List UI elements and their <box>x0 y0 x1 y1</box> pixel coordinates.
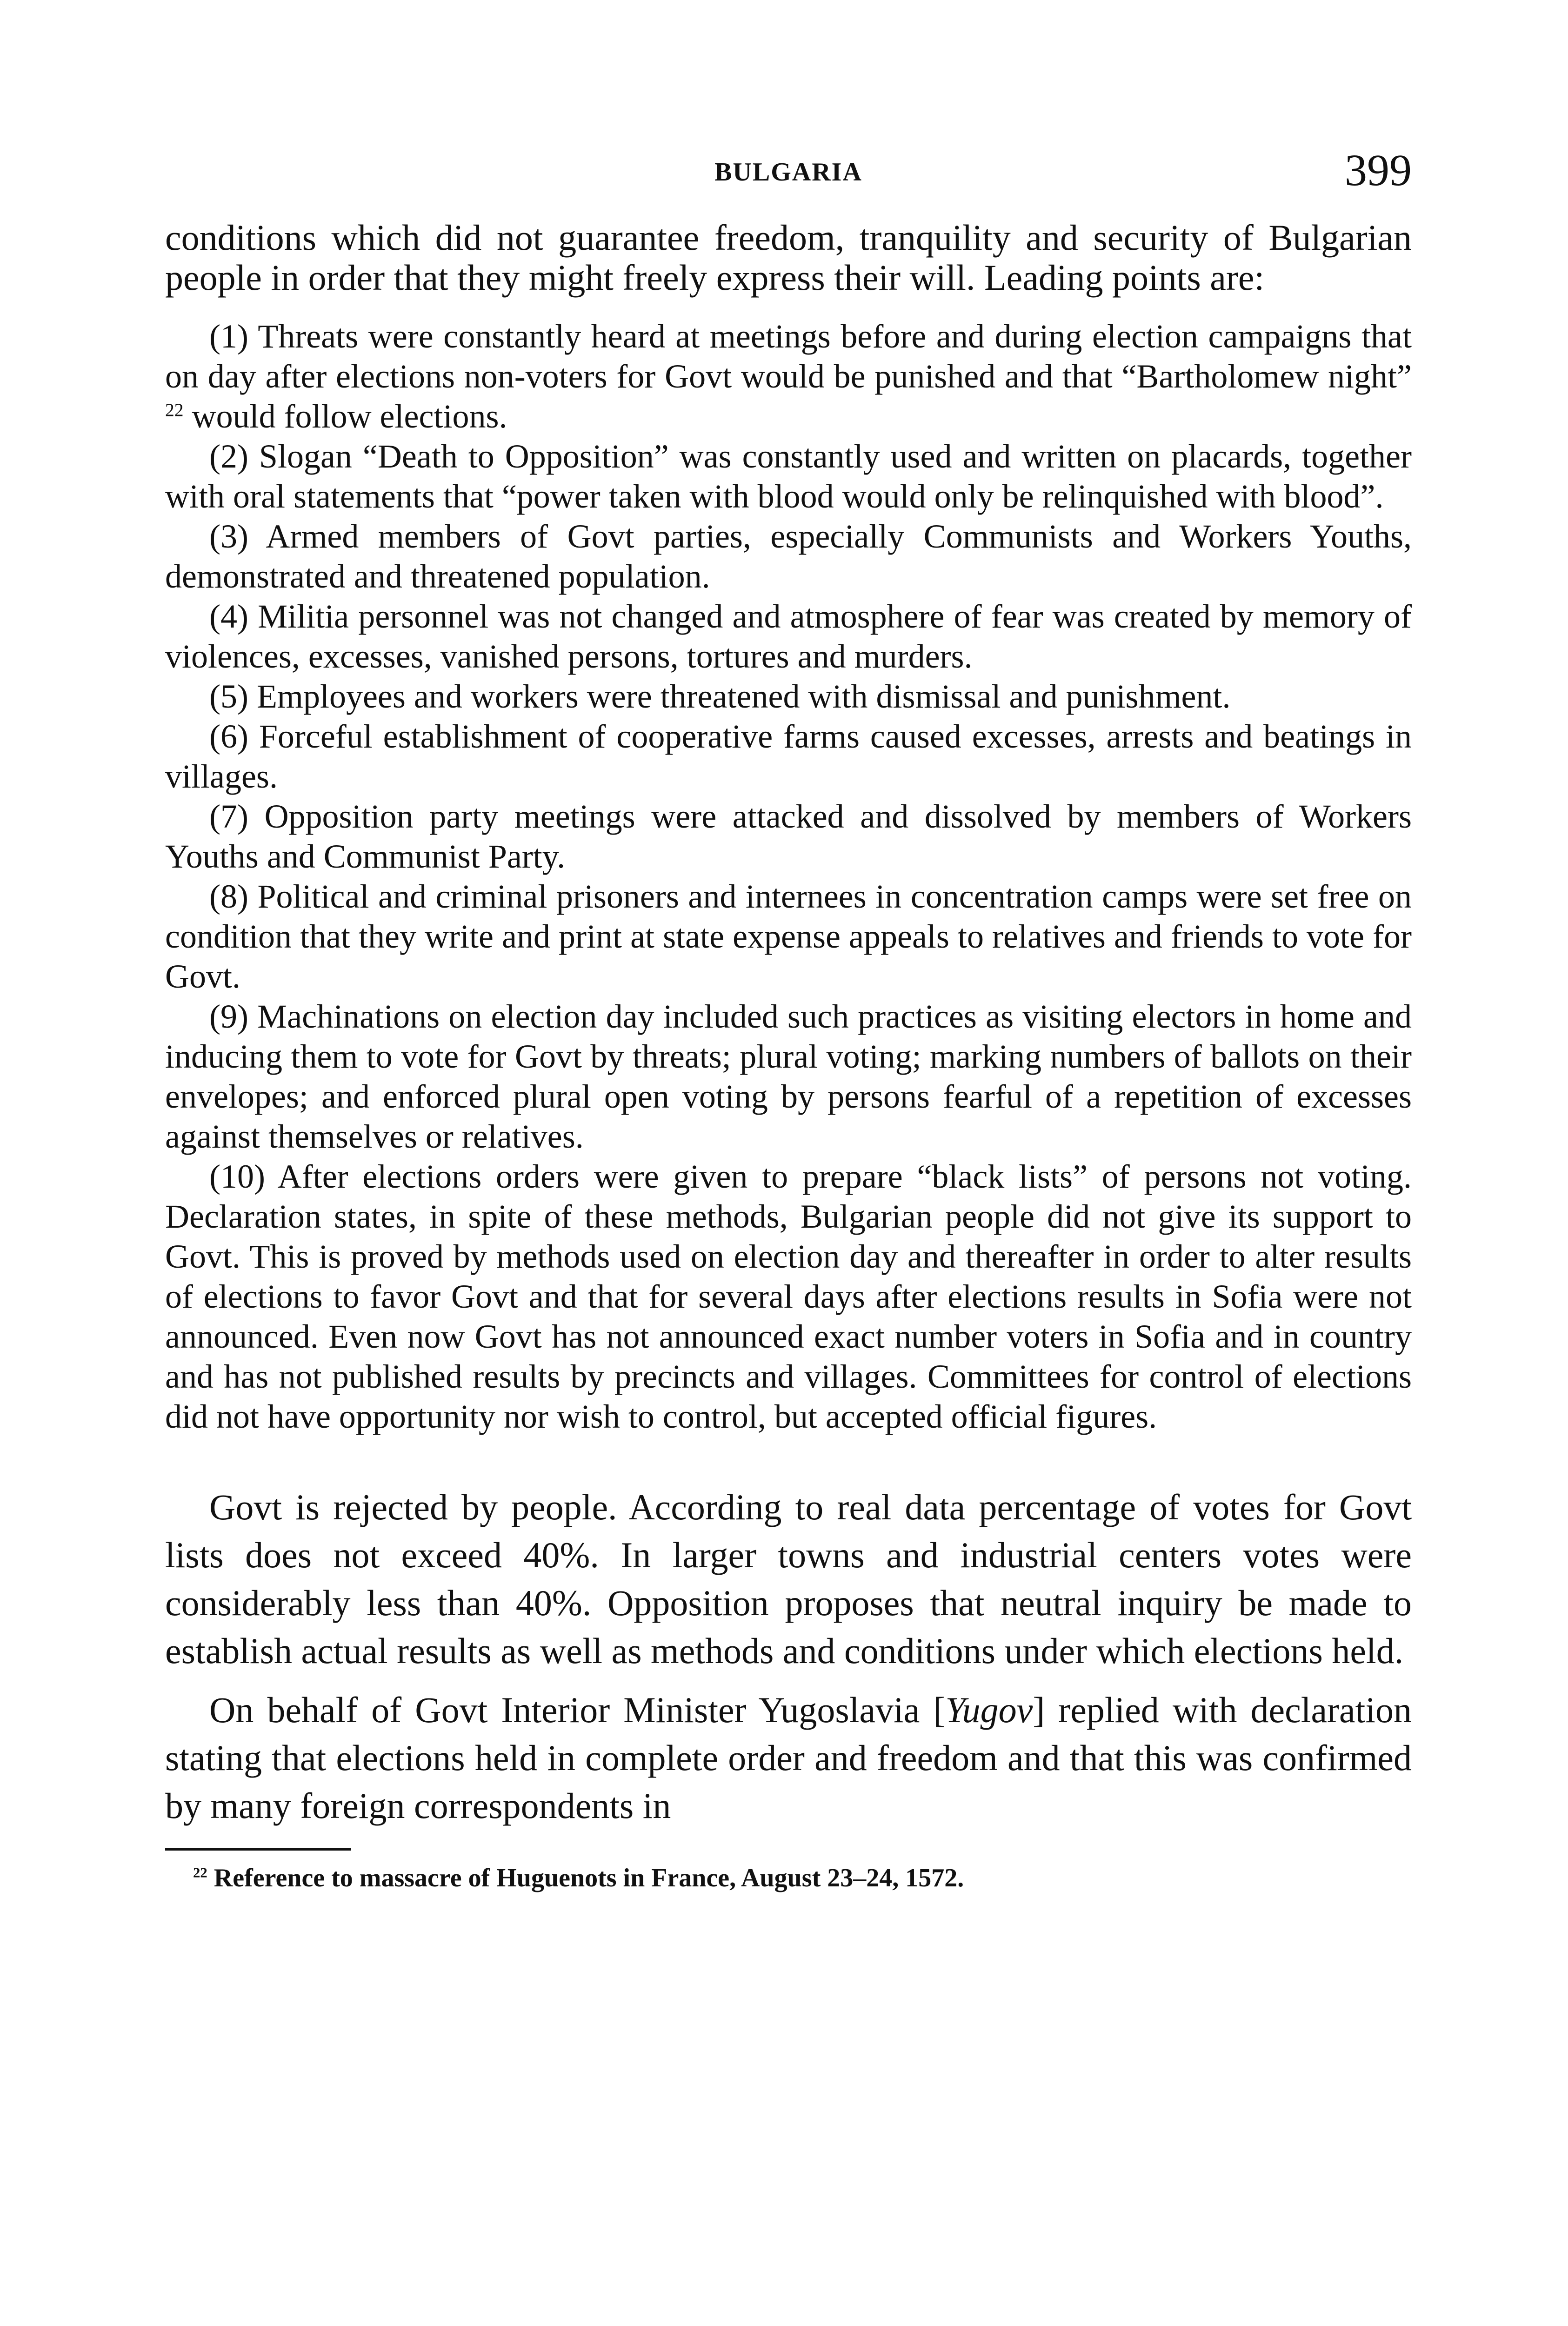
list-item: (6) Forceful establishment of cooperative farms caused excesses, arrests and beatings in villages. <box>165 718 1412 795</box>
running-title: BULGARIA <box>714 158 862 187</box>
intro-paragraph: conditions which did not guarantee freedom, tranquility and security of Bulgarian people in order that they might freely express their will. Leading points are: <box>165 217 1412 298</box>
list-item: (5) Employees and workers were threatened with dismissal and punishment. <box>209 678 1231 715</box>
list-item: (10) After elections orders were given to prepare “black lists” of persons not voting. Declaration states, in spite of these methods, Bulgarian people did not give its support to Govt. This is proved by methods used on election day and thereafter in order to alter results of elections to favor Govt and that for several days after elections results in Sofia were not announced. Even now Govt has not announced exact number voters in Sofia and in country and has not published results by precincts and villages. Committees for control of elections did not have opportunity nor wish to control, but accepted official figures. <box>165 1158 1412 1435</box>
list-item-text-tail: would follow elections. <box>192 398 507 435</box>
declaration-points-list <box>165 316 1412 1437</box>
list-item: (8) Political and criminal prisoners and internees in concentration camps were set free on condition that they write and print at state expense appeals to relatives and friends to vote for Govt. <box>165 878 1412 995</box>
italic-name: Yugov <box>945 1690 1033 1730</box>
page-number: 399 <box>1345 145 1412 195</box>
footnote-divider <box>165 1848 351 1851</box>
list-item: (2) Slogan “Death to Opposition” was constantly used and written on placards, together with oral statements that “power taken with blood would only be relinquished with blood”. <box>165 438 1412 515</box>
paragraph-text: On behalf of Govt Interior Minister Yugoslavia [ <box>209 1690 946 1730</box>
list-item: (4) Militia personnel was not changed and atmosphere of fear was created by memory of violences, excesses, vanished persons, tortures and murders. <box>165 598 1412 675</box>
list-item: (3) Armed members of Govt parties, especially Communists and Workers Youths, demonstrated and threatened population. <box>165 518 1412 595</box>
list-item: (9) Machinations on election day included such practices as visiting electors in home and inducing them to vote for Govt by threats; plural voting; marking numbers of ballots on their envelopes; and enforced plural open voting by persons fearful of a repetition of excesses against themselves or relatives. <box>165 998 1412 1155</box>
list-item: (7) Opposition party meetings were attacked and dissolved by members of Workers Youths and Communist Party. <box>165 798 1412 875</box>
footnote-text: Reference to massacre of Huguenots in France, August 23–24, 1572. <box>214 1864 964 1892</box>
footnote-reference: 22 <box>165 400 184 420</box>
list-item-text: (1) Threats were constantly heard at meetings before and during election campaigns that on day after elections non-voters for Govt would be punished and that “Bartholomew night” <box>165 318 1412 395</box>
body-paragraph: Govt is rejected by people. According to real data percentage of votes for Govt lists does not exceed 40%. In larger towns and industrial centers votes were considerably less than 40%. Opposition proposes that neutral inquiry be made to establish actual results as well as methods and conditions under which elections held. <box>165 1487 1412 1671</box>
list-item <box>165 316 1412 436</box>
body-paragraph <box>165 1686 1412 1830</box>
document-page <box>165 140 1412 1894</box>
page-header <box>165 140 1412 209</box>
paragraph-text: ] replied with declaration stating that elections held in complete order and freedom and that this was confirmed by many foreign correspondents in <box>165 1690 1412 1826</box>
footnote-number: 22 <box>193 1865 207 1881</box>
footnote <box>193 1862 1412 1894</box>
